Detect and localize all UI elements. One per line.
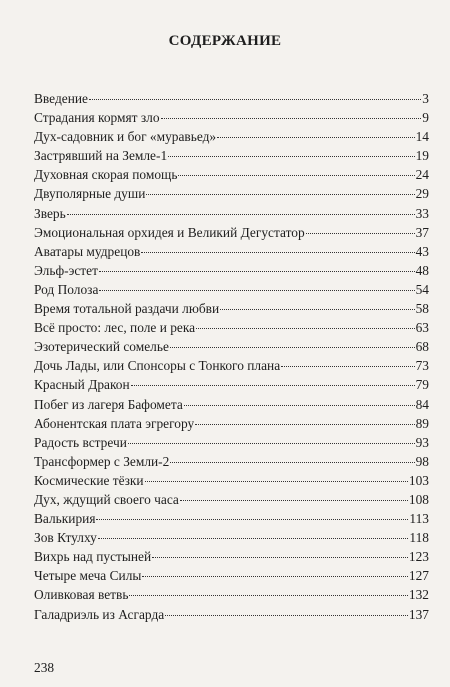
toc-entry — [34, 490, 429, 509]
toc-entry-title: Род Полоза — [34, 281, 99, 297]
toc-entry — [34, 318, 429, 337]
toc-entry — [34, 127, 429, 146]
table-of-contents — [34, 89, 429, 624]
dot-leader — [281, 366, 414, 367]
toc-entry-page: 118 — [409, 530, 429, 546]
toc-entry-title: Красный Дракон — [34, 377, 130, 393]
dot-leader — [99, 290, 414, 291]
toc-entry-title: Зов Ктулху — [34, 530, 97, 546]
toc-entry-title: Эмоциональная орхидея и Великий Дегустатор — [34, 224, 305, 240]
toc-entry-page: 9 — [422, 110, 429, 126]
toc-entry-title: Эзотерический сомелье — [34, 339, 169, 355]
toc-entry — [34, 184, 429, 203]
toc-entry-title: Побег из лагеря Бафомета — [34, 396, 183, 412]
toc-entry-title: Космические тёзки — [34, 472, 144, 488]
toc-entry — [34, 471, 429, 490]
dot-leader — [306, 233, 415, 234]
dot-leader — [99, 271, 415, 272]
toc-entry-page: 43 — [415, 243, 429, 259]
toc-entry — [34, 528, 429, 547]
toc-entry-page: 108 — [408, 491, 429, 507]
dot-leader — [195, 424, 414, 425]
toc-entry-page: 19 — [415, 148, 429, 164]
dot-leader — [165, 615, 408, 616]
toc-entry-title: Застрявший на Земле-1 — [34, 148, 168, 164]
toc-entry-title: Время тотальной раздачи любви — [34, 301, 220, 317]
toc-entry — [34, 108, 429, 127]
dot-leader — [142, 576, 408, 577]
toc-entry-title: Аватары мудрецов — [34, 243, 141, 259]
toc-entry-title: Трансформер с Земли-2 — [34, 453, 170, 469]
dot-leader — [170, 347, 415, 348]
toc-entry-title: Оливковая ветвь — [34, 587, 129, 603]
dot-leader — [96, 519, 408, 520]
dot-leader — [161, 118, 422, 119]
dot-leader — [67, 214, 415, 215]
toc-entry — [34, 605, 429, 624]
toc-entry — [34, 452, 429, 471]
toc-entry — [34, 547, 429, 566]
toc-entry — [34, 433, 429, 452]
toc-entry-page: 48 — [415, 262, 429, 278]
toc-entry-title: Радость встречи — [34, 434, 127, 450]
toc-entry-page: 132 — [408, 587, 429, 603]
dot-leader — [180, 500, 408, 501]
page-title: СОДЕРЖАНИЕ — [168, 33, 282, 49]
dot-leader — [146, 194, 414, 195]
toc-entry-title: Вихрь над пустыней — [34, 549, 152, 565]
toc-entry-title: Духовная скорая помощь — [34, 167, 178, 183]
toc-entry — [34, 223, 429, 242]
toc-entry — [34, 299, 429, 318]
toc-entry-title: Зверь — [34, 205, 66, 221]
page-number: 238 — [34, 660, 55, 675]
toc-entry-title: Двуполярные души — [34, 186, 146, 202]
toc-entry-title: Галадриэль из Асгарда — [34, 606, 165, 622]
toc-entry-title: Всё просто: лес, поле и река — [34, 320, 196, 336]
dot-leader — [168, 156, 414, 157]
dot-leader — [184, 405, 415, 406]
toc-entry — [34, 509, 429, 528]
toc-entry-page: 54 — [415, 281, 429, 297]
dot-leader — [141, 252, 414, 253]
toc-entry-page: 63 — [415, 320, 429, 336]
toc-entry-page: 93 — [415, 434, 429, 450]
dot-leader — [152, 557, 408, 558]
dot-leader — [145, 481, 408, 482]
dot-leader — [129, 595, 407, 596]
dot-leader — [220, 309, 414, 310]
dot-leader — [178, 175, 414, 176]
toc-entry-page: 29 — [415, 186, 429, 202]
toc-entry-page: 84 — [415, 396, 429, 412]
toc-entry — [34, 242, 429, 261]
toc-entry — [34, 204, 429, 223]
toc-entry — [34, 414, 429, 433]
toc-entry-page: 113 — [409, 511, 429, 527]
toc-entry-title: Страдания кормят зло — [34, 110, 160, 126]
toc-entry — [34, 395, 429, 414]
toc-entry-title: Абонентская плата эгрегору — [34, 415, 195, 431]
toc-entry-page: 98 — [415, 453, 429, 469]
dot-leader — [131, 385, 415, 386]
toc-entry-page: 123 — [408, 549, 429, 565]
toc-entry-page: 103 — [408, 472, 429, 488]
toc-entry — [34, 566, 429, 585]
toc-entry-title: Эльф-эстет — [34, 262, 98, 278]
toc-entry — [34, 375, 429, 394]
toc-entry — [34, 89, 429, 108]
toc-entry-title: Валькирия — [34, 511, 96, 527]
toc-entry-page: 79 — [415, 377, 429, 393]
dot-leader — [98, 538, 409, 539]
toc-entry-page: 24 — [415, 167, 429, 183]
dot-leader — [217, 137, 414, 138]
toc-entry — [34, 356, 429, 375]
toc-entry-title: Дух-садовник и бог «муравьед» — [34, 129, 217, 145]
toc-entry-page: 58 — [415, 301, 429, 317]
dot-leader — [170, 462, 414, 463]
toc-entry-page: 127 — [408, 568, 429, 584]
dot-leader — [89, 99, 421, 100]
toc-entry-title: Введение — [34, 91, 88, 106]
toc-entry-page: 73 — [415, 358, 429, 374]
dot-leader — [196, 328, 415, 329]
toc-entry — [34, 261, 429, 280]
toc-entry — [34, 337, 429, 356]
toc-entry-title: Дочь Лады, или Спонсоры с Тонкого плана — [34, 358, 281, 374]
toc-entry-page: 37 — [415, 224, 429, 240]
toc-entry — [34, 146, 429, 165]
dot-leader — [128, 443, 415, 444]
toc-entry-page: 3 — [422, 91, 429, 106]
toc-entry-page: 89 — [415, 415, 429, 431]
toc-entry — [34, 280, 429, 299]
toc-entry-page: 68 — [415, 339, 429, 355]
toc-entry-title: Четыре меча Силы — [34, 568, 142, 584]
toc-entry — [34, 165, 429, 184]
toc-entry-page: 14 — [415, 129, 429, 145]
toc-entry-page: 33 — [415, 205, 429, 221]
toc-entry-title: Дух, ждущий своего часа — [34, 491, 179, 507]
toc-entry-page: 137 — [408, 606, 429, 622]
toc-entry — [34, 585, 429, 604]
